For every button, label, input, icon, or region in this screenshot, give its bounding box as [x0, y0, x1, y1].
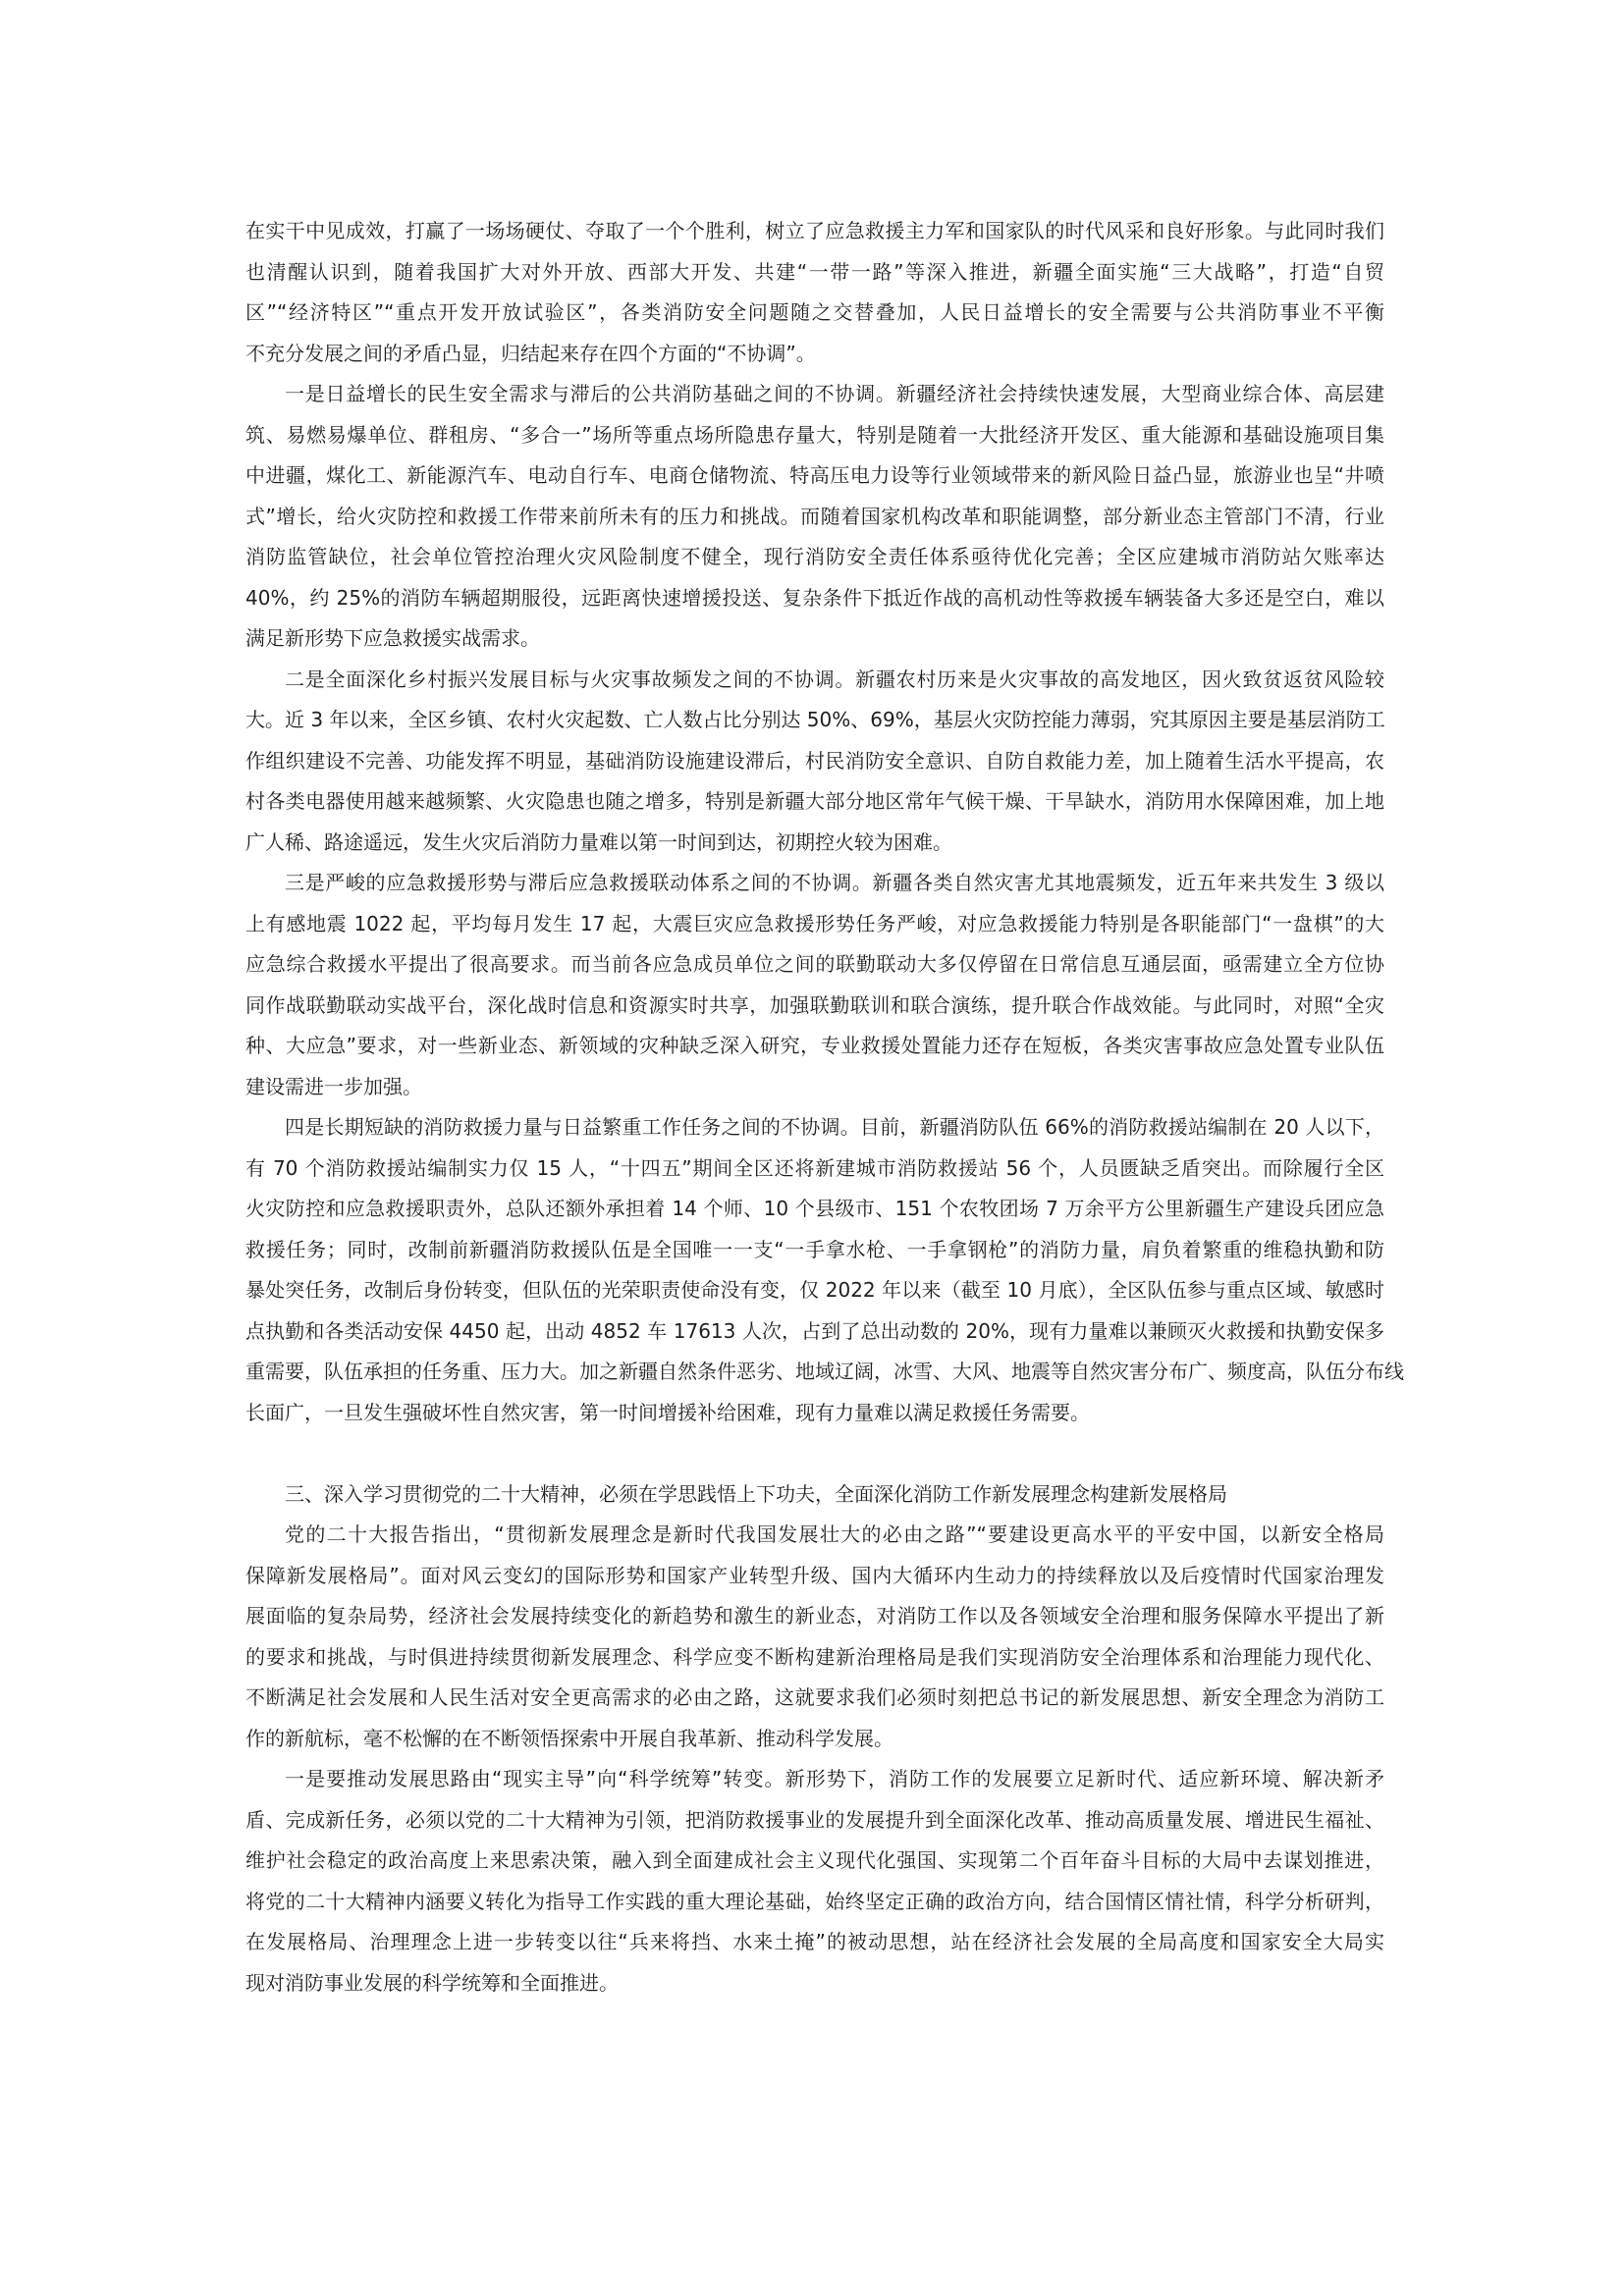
text-line: 救援任务；同时，改制前新疆消防救援队伍是全国唯一一支“一手拿水枪、一手拿钢枪”的消防力量，肩负着繁重的维稳执勤和防 — [245, 1237, 1384, 1261]
text-line: 一是日益增长的民生安全需求与滞后的公共消防基础之间的不协调。新疆经济社会持续快速发展，大型商业综合体、高层建 — [285, 382, 1384, 405]
text-line: 同作战联勤联动实战平台，深化战时信息和资源实时共享，加强联勤联训和联合演练，提升联合作战效能。与此同时，对照“全灾 — [245, 992, 1384, 1017]
text-line: 一是要推动发展思路由“现实主导”向“科学统筹”转变。新形势下，消防工作的发展要立足新时代、适应新环境、解决新矛 — [285, 1767, 1384, 1790]
text-line: 盾、完成新任务，必须以党的二十大精神为引领，把消防救援事业的发展提升到全面深化改革、推动高质量发展、增进民生福祉、 — [245, 1807, 1384, 1832]
paragraph — [245, 1515, 1384, 1759]
section-heading: 三、深入学习贯彻党的二十大精神，必须在学思践悟上下功夫，全面深化消防工作新发展理念构建新发展格局 — [285, 1481, 1227, 1506]
text-line: 不断满足社会发展和人民生活对安全更高需求的必由之路，这就要求我们必须时刻把总书记的新发展思想、新安全理念为消防工 — [245, 1685, 1384, 1709]
text-line: 点执勤和各类活动安保 4450 起，出动 4852 车 17613 人次，占到了总出动数的 20%，现有力量难以兼顾灭火救援和执勤安保多 — [245, 1318, 1384, 1343]
text-line: 火灾防控和应急救援职责外，总队还额外承担着 14 个师、10 个县级市、151 个农牧团场 7 万余平方公里新疆生产建设兵团应急 — [245, 1197, 1384, 1220]
text-line: 满足新形势下应急救援实战需求。 — [245, 626, 540, 650]
text-line: 种、大应急”要求，对一些新业态、新领域的灾种缺乏深入研究，专业救援处置能力还存在短板，各类灾害事故应急处置专业队伍 — [245, 1034, 1384, 1057]
text-line: 维护社会稳定的政治高度上来思索决策，融入到全面建成社会主义现代化强国、实现第二个百年奋斗目标的大局中去谋划推进， — [245, 1848, 1384, 1872]
text-line: 中进疆，煤化工、新能源汽车、电动自行车、电商仓储物流、特高压电力设等行业领域带来的新风险日益凸显，旅游业也呈“井喷 — [245, 463, 1384, 487]
text-line: 区”“经济特区”“重点开发开放试验区”，各类消防安全问题随之交替叠加，人民日益增长的安全需要与公共消防事业不平衡 — [245, 300, 1384, 324]
text-line: 消防监管缺位，社会单位管控治理火灾风险制度不健全，现行消防安全责任体系亟待优化完善；全区应建城市消防站欠账率达 — [245, 545, 1384, 568]
document-page — [245, 211, 1404, 2003]
text-line: 保障新发展格局”。面对风云变幻的国际形势和国家产业转型升级、国内大循环内生动力的持续释放以及后疫情时代国家治理发 — [245, 1563, 1384, 1587]
text-line: 广人稀、路途遥远，发生火灾后消防力量难以第一时间到达，初期控火较为困难。 — [245, 829, 952, 854]
text-line: 将党的二十大精神内涵要义转化为指导工作实践的重大理论基础，始终坚定正确的政治方向，结合国情区情社情，科学分析研判， — [245, 1889, 1384, 1913]
text-line: 作组织建设不完善、功能发挥不明显，基础消防设施建设滞后，村民消防安全意识、自防自救能力差，加上随着生活水平提高，农 — [245, 748, 1384, 773]
paragraph — [245, 660, 1384, 864]
text-line: 展面临的复杂局势，经济社会发展持续变化的新趋势和激生的新业态，对消防工作以及各领域安全治理和服务保障水平提出了新 — [245, 1604, 1384, 1628]
text-line: 现对消防事业发展的科学统筹和全面推进。 — [245, 1970, 619, 1995]
text-line: 二是全面深化乡村振兴发展目标与火灾事故频发之间的不协调。新疆农村历来是火灾事故的高发地区，因火致贫返贫风险较 — [285, 667, 1384, 691]
text-line: 上有感地震 1022 起，平均每月发生 17 起，大震巨灾应急救援形势任务严峻，对应急救援能力特别是各职能部门“一盘棋”的大 — [245, 911, 1384, 935]
paragraph — [245, 374, 1384, 660]
text-line: 在发展格局、治理理念上进一步转变以往“兵来将挡、水来土掩”的被动思想，站在经济社会发展的全局高度和国家安全大局实 — [245, 1930, 1384, 1953]
text-line: 也清醒认识到，随着我国扩大对外开放、西部大开发、共建“一带一路”等深入推进，新疆全面实施“三大战略”，打造“自贸 — [245, 259, 1384, 284]
text-line: 在实干中见成效，打赢了一场场硬仗、夺取了一个个胜利，树立了应急救援主力军和国家队的时代风采和良好形象。与此同时我们 — [245, 219, 1384, 242]
text-line: 村各类电器使用越来越频繁、火灾隐患也随之增多，特别是新疆大部分地区常年气候干燥、干旱缺水，消防用水保障困难，加上地 — [245, 789, 1384, 813]
text-line: 大。近 3 年以来，全区乡镇、农村火灾起数、亡人数占比分别达 50%、69%，基层火灾防控能力薄弱，究其原因主要是基层消防工 — [245, 708, 1385, 731]
text-line: 长面广，一旦发生强破坏性自然灾害，第一时间增援补给困难，现有力量难以满足救援任务需要。 — [245, 1400, 1090, 1424]
text-line: 建设需进一步加强。 — [245, 1074, 422, 1098]
paragraph — [245, 863, 1384, 1107]
text-line: 40%，约 25%的消防车辆超期服役，远距离快速增援投送、复杂条件下抵近作战的高机动性等救援车辆装备大多还是空白，难以 — [245, 585, 1384, 610]
text-line: 式”增长，给火灾防控和救援工作带来前所未有的压力和挑战。而随着国家机构改革和职能调整，部分新业态主管部门不清，行业 — [245, 504, 1384, 528]
body-text-after-heading — [245, 1515, 1384, 2003]
paragraph — [245, 211, 1384, 374]
text-line: 的要求和挑战，与时俱进持续贯彻新发展理念、科学应变不断构建新治理格局是我们实现消防安全治理体系和治理能力现代化、 — [245, 1644, 1384, 1669]
text-line: 重需要，队伍承担的任务重、压力大。加之新疆自然条件恶劣、地域辽阔，冰雪、大风、地震等自然灾害分布广、频度高，队伍分布线 — [245, 1360, 1404, 1383]
text-line: 作的新航标，毫不松懈的在不断领悟探索中开展自我革新、推动科学发展。 — [245, 1726, 893, 1750]
text-line: 应急综合救援水平提出了很高要求。而当前各应急成员单位之间的联勤联动大多仅停留在日常信息互通层面，亟需建立全方位协 — [245, 952, 1384, 976]
body-text-before-heading — [245, 211, 1404, 1433]
text-line: 党的二十大报告指出，“贯彻新发展理念是新时代我国发展壮大的必由之路”“要建设更高水平的平安中国，以新安全格局 — [285, 1522, 1384, 1546]
text-line: 三是严峻的应急救援形势与滞后应急救援联动体系之间的不协调。新疆各类自然灾害尤其地震频发，近五年来共发生 3 级以 — [285, 871, 1384, 894]
paragraph — [245, 1107, 1404, 1433]
blank-line — [245, 1433, 1384, 1474]
text-line: 四是长期短缺的消防救援力量与日益繁重工作任务之间的不协调。目前，新疆消防队伍 66%的消防救援站编制在 20 人以下， — [285, 1115, 1384, 1139]
text-line: 暴处突任务，改制后身份转变，但队伍的光荣职责使命没有变，仅 2022 年以来（截至 10 月底），全区队伍参与重点区域、敏感时 — [245, 1278, 1384, 1302]
paragraph — [245, 1759, 1384, 2003]
text-line: 有 70 个消防救援站编制实力仅 15 人，“十四五”期间全区还将新建城市消防救援站 56 个，人员匮缺乏盾突出。而除履行全区 — [245, 1155, 1384, 1180]
text-line: 不充分发展之间的矛盾凸显，归结起来存在四个方面的“不协调”。 — [245, 341, 816, 365]
text-line: 筑、易燃易爆单位、群租房、“多合一”场所等重点场所隐患存量大，特别是随着一大批经济开发区、重大能源和基础设施项目集 — [245, 422, 1384, 447]
